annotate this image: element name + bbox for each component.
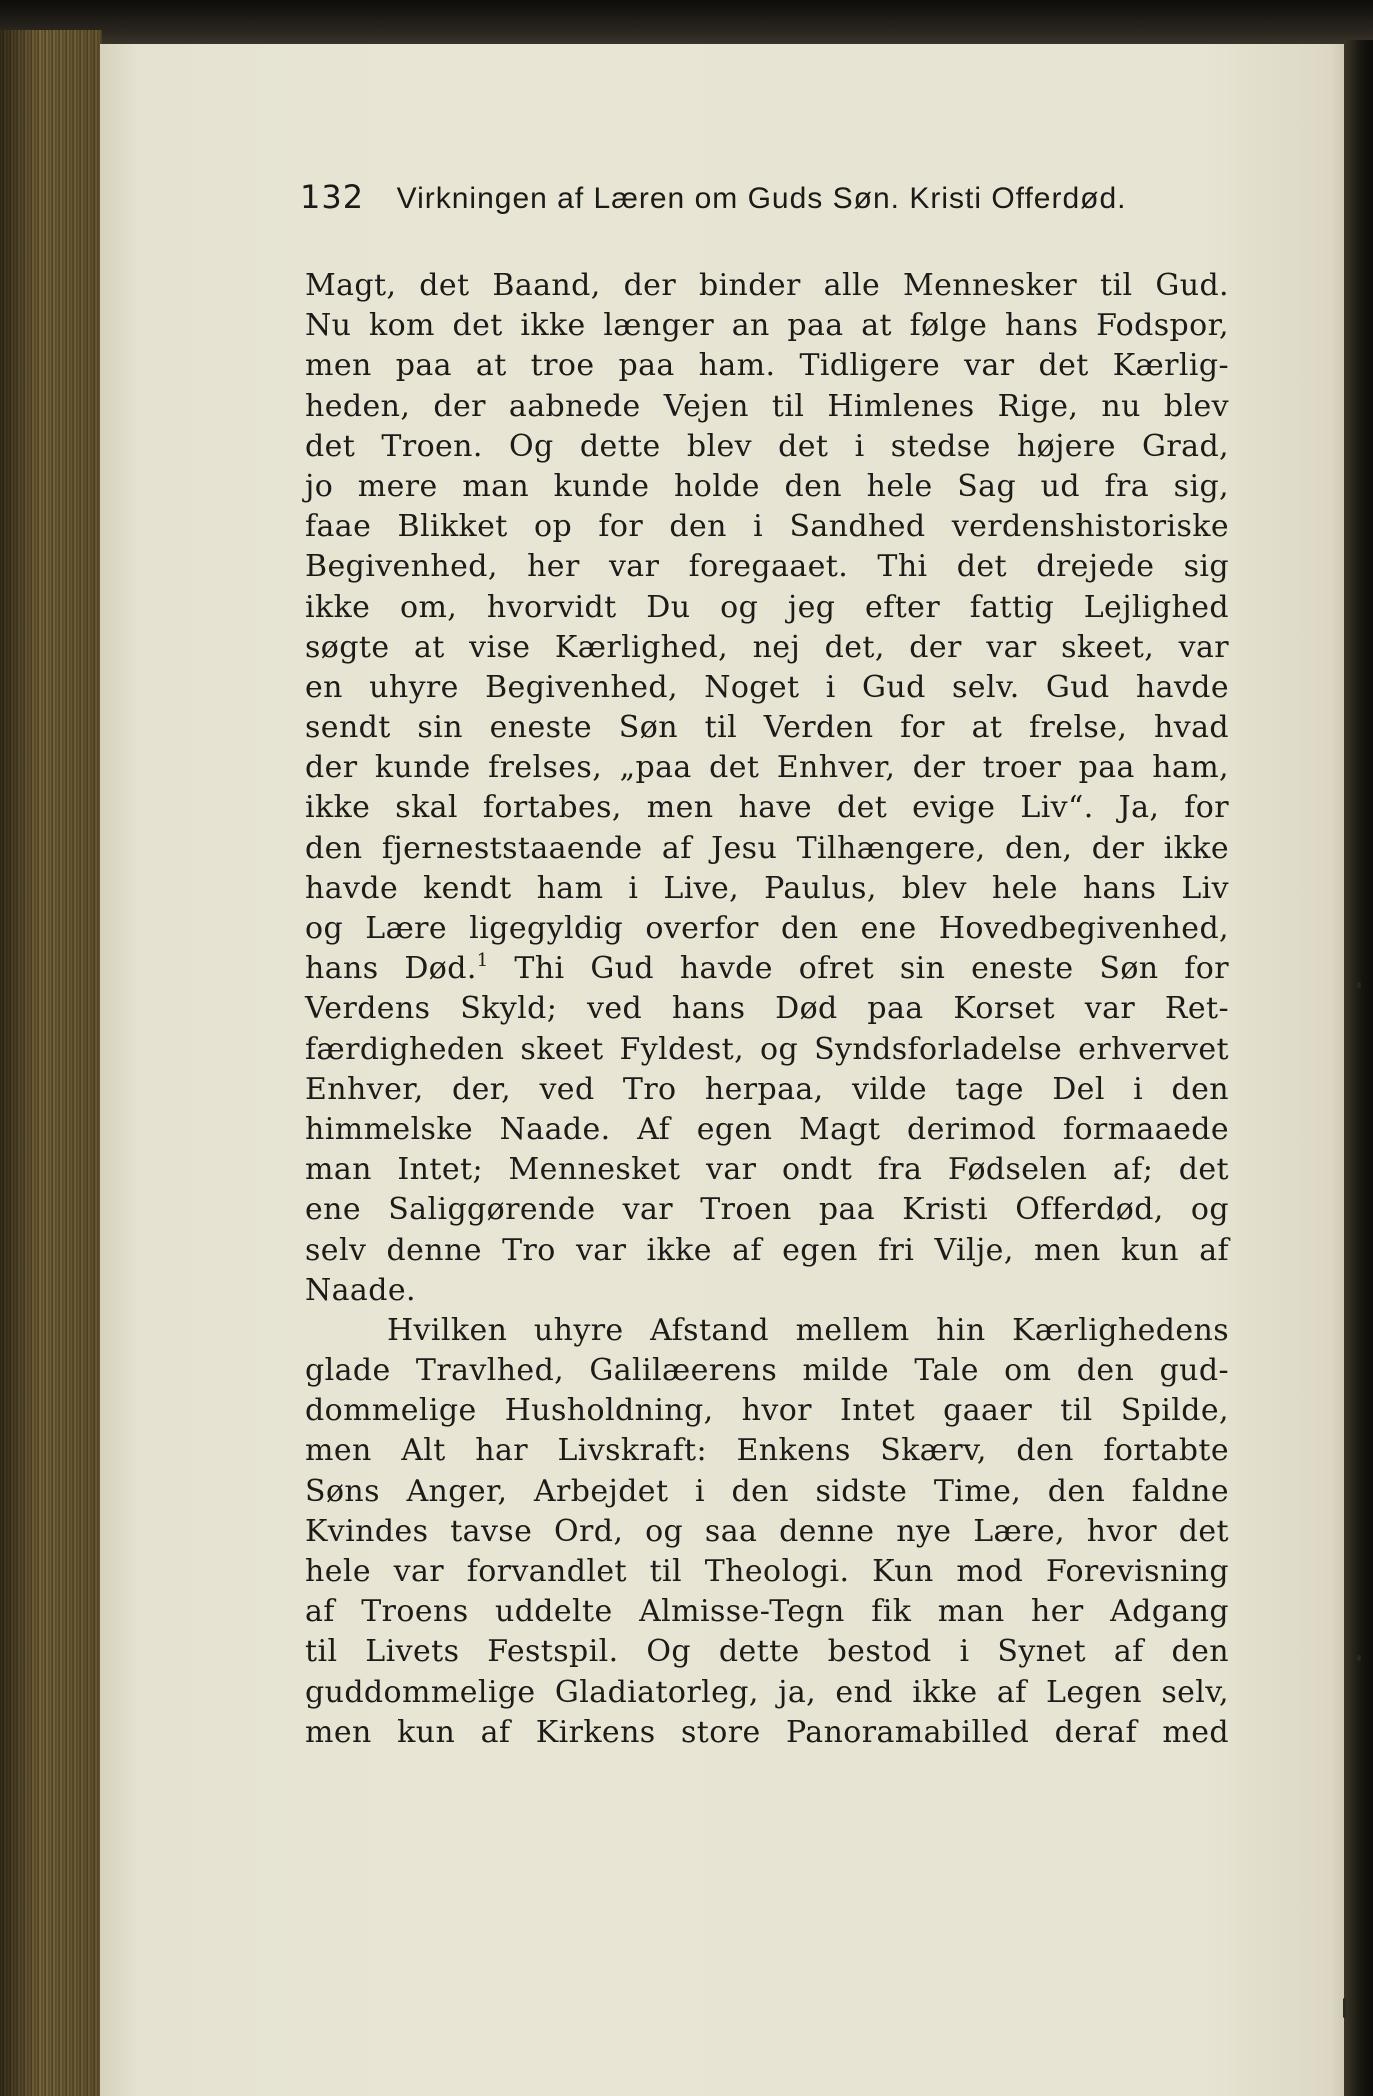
text-line: af Troens uddelte Almisse-Tegn fik man her Adgang [305,1594,1229,1630]
paper-speck [1343,1998,1346,2018]
text-line: den fjerneststaaende af Jesu Tilhængere, den, der ikke [305,830,1229,866]
text-line: himmelske Naade. Af egen Magt derimod formaaede [305,1111,1229,1147]
text-line: en uhyre Begivenhed, Noget i Gud selv. Gud havde [305,669,1229,705]
text-line: sendt sin eneste Søn til Verden for at frelse, hvad [305,710,1229,746]
text-segment: Thi Gud havde ofret sin eneste Søn for [488,951,1229,987]
text-line: Magt, det Baand, der binder alle Mennesker til Gud. [305,268,1229,303]
text-line: faae Blikket op for den i Sandhed verdenshistoriske [305,509,1229,545]
text-line: dommelige Husholdning, hvor Intet gaaer til Spilde, [305,1393,1229,1429]
text-line: guddommelige Gladiatorleg, ja, end ikke af Legen selv, [305,1674,1229,1710]
text-line: men paa at troe paa ham. Tidligere var det Kærlig- [305,348,1229,384]
text-line-with-footnote [305,949,1229,989]
text-segment: hans Død. [305,951,477,987]
text-line: Kvindes tavse Ord, og saa denne nye Lære, hvor det [305,1513,1229,1549]
text-line: Naade. [305,1272,416,1308]
text-line: glade Travlhed, Galilæerens milde Tale om den gud- [305,1353,1229,1389]
text-line: heden, der aabnede Vejen til Himlenes Rige, nu blev [305,388,1229,424]
text-line: Hvilken uhyre Afstand mellem hin Kærlighedens [387,1312,1229,1348]
running-title: Virkningen af Læren om Guds Søn. Kristi Offerdød. [396,182,1127,215]
running-header [300,178,1160,216]
page-number: 132 [300,178,365,216]
scan-right-edge [1344,40,1373,2096]
scan-top-edge [0,0,1373,46]
text-line: Enhver, der, ved Tro herpaa, vilde tage Del i den [305,1071,1229,1107]
paper-speck [1357,982,1361,988]
paper-speck [1357,1655,1361,1661]
text-line: men Alt har Livskraft: Enkens Skærv, den fortabte [305,1433,1229,1469]
text-line: der kunde frelses, „paa det Enhver, der troer paa ham, [305,750,1229,786]
text-line: og Lære ligegyldig overfor den ene Hovedbegivenhed, [305,911,1229,946]
text-line: hele var forvandlet til Theologi. Kun mod Forevisning [305,1554,1229,1589]
text-line: ikke skal fortabes, men have det evige Liv“. Ja, for [305,790,1229,826]
text-line: færdigheden skeet Fyldest, og Syndsforladelse erhvervet [305,1031,1229,1067]
text-line: jo mere man kunde holde den hele Sag ud fra sig, [305,468,1229,504]
text-line: Begivenhed, her var foregaaet. Thi det drejede sig [305,549,1229,585]
text-line: havde kendt ham i Live, Paulus, blev hele hans Liv [305,870,1229,906]
body-text [305,266,1229,1753]
footnote-marker: 1 [476,950,489,972]
text-line: selv denne Tro var ikke af egen fri Vilje, men kun af [305,1232,1229,1268]
text-line: ikke om, hvorvidt Du og jeg efter fattig Lejlighed [305,589,1229,625]
text-line: søgte at vise Kærlighed, nej det, der var skeet, var [305,629,1229,665]
text-line: men kun af Kirkens store Panoramabilled deraf med [305,1714,1229,1750]
text-line: man Intet; Mennesket var ondt fra Fødselen af; det [305,1152,1229,1188]
text-line: Verdens Skyld; ved hans Død paa Korset var Ret- [305,991,1229,1027]
text-line: til Livets Festspil. Og dette bestod i Synet af den [305,1634,1229,1670]
book-page-edges-shade [0,30,102,2096]
text-line: Søns Anger, Arbejdet i den sidste Time, den faldne [305,1473,1229,1509]
text-line: ene Saliggørende var Troen paa Kristi Offerdød, og [305,1192,1229,1228]
text-line: Nu kom det ikke længer an paa at følge hans Fodspor, [305,308,1229,344]
text-line: det Troen. Og dette blev det i stedse højere Grad, [305,428,1229,464]
